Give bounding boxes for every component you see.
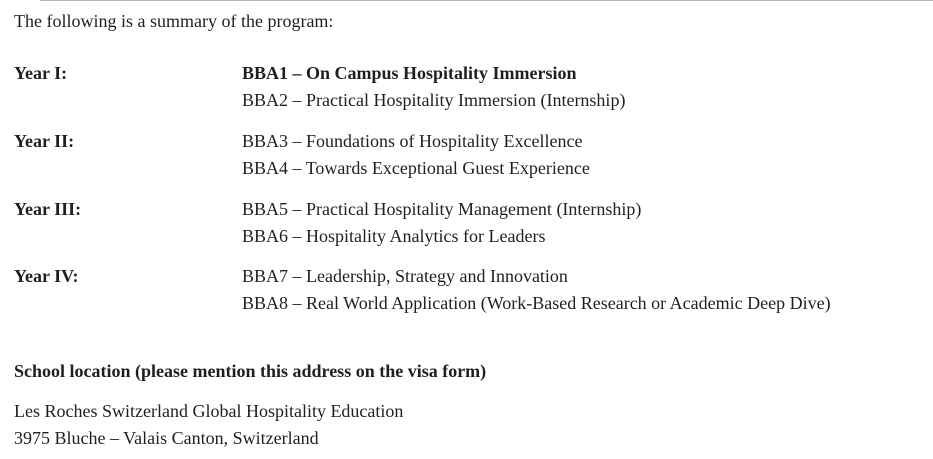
year-label: Year II: — [14, 131, 75, 151]
course-item: BBA2 – Practical Hospitality Immersion (Internship) — [242, 90, 626, 110]
year-label: Year III: — [14, 199, 82, 219]
course-list — [242, 128, 590, 182]
school-location-heading: School location (please mention this address on the visa form) — [14, 361, 487, 381]
course-item: BBA5 – Practical Hospitality Management (Internship) — [242, 199, 642, 219]
address-line: 3975 Bluche – Valais Canton, Switzerland — [14, 428, 319, 448]
course-item: BBA1 – On Campus Hospitality Immersion — [242, 63, 577, 83]
course-item: BBA4 – Towards Exceptional Guest Experience — [242, 158, 590, 178]
year-label: Year IV: — [14, 266, 79, 286]
intro-text: The following is a summary of the program: — [14, 11, 334, 31]
address-line: Les Roches Switzerland Global Hospitality Education — [14, 401, 404, 421]
year-label: Year I: — [14, 63, 68, 83]
course-list — [242, 60, 625, 114]
course-list — [242, 196, 641, 250]
course-item: BBA8 – Real World Application (Work-Based Research or Academic Deep Dive) — [242, 293, 831, 313]
course-item: BBA7 – Leadership, Strategy and Innovation — [242, 266, 568, 286]
school-address — [14, 398, 403, 452]
course-list — [242, 263, 831, 317]
top-divider — [40, 0, 933, 1]
course-item: BBA3 – Foundations of Hospitality Excellence — [242, 131, 583, 151]
course-item: BBA6 – Hospitality Analytics for Leaders — [242, 226, 546, 246]
